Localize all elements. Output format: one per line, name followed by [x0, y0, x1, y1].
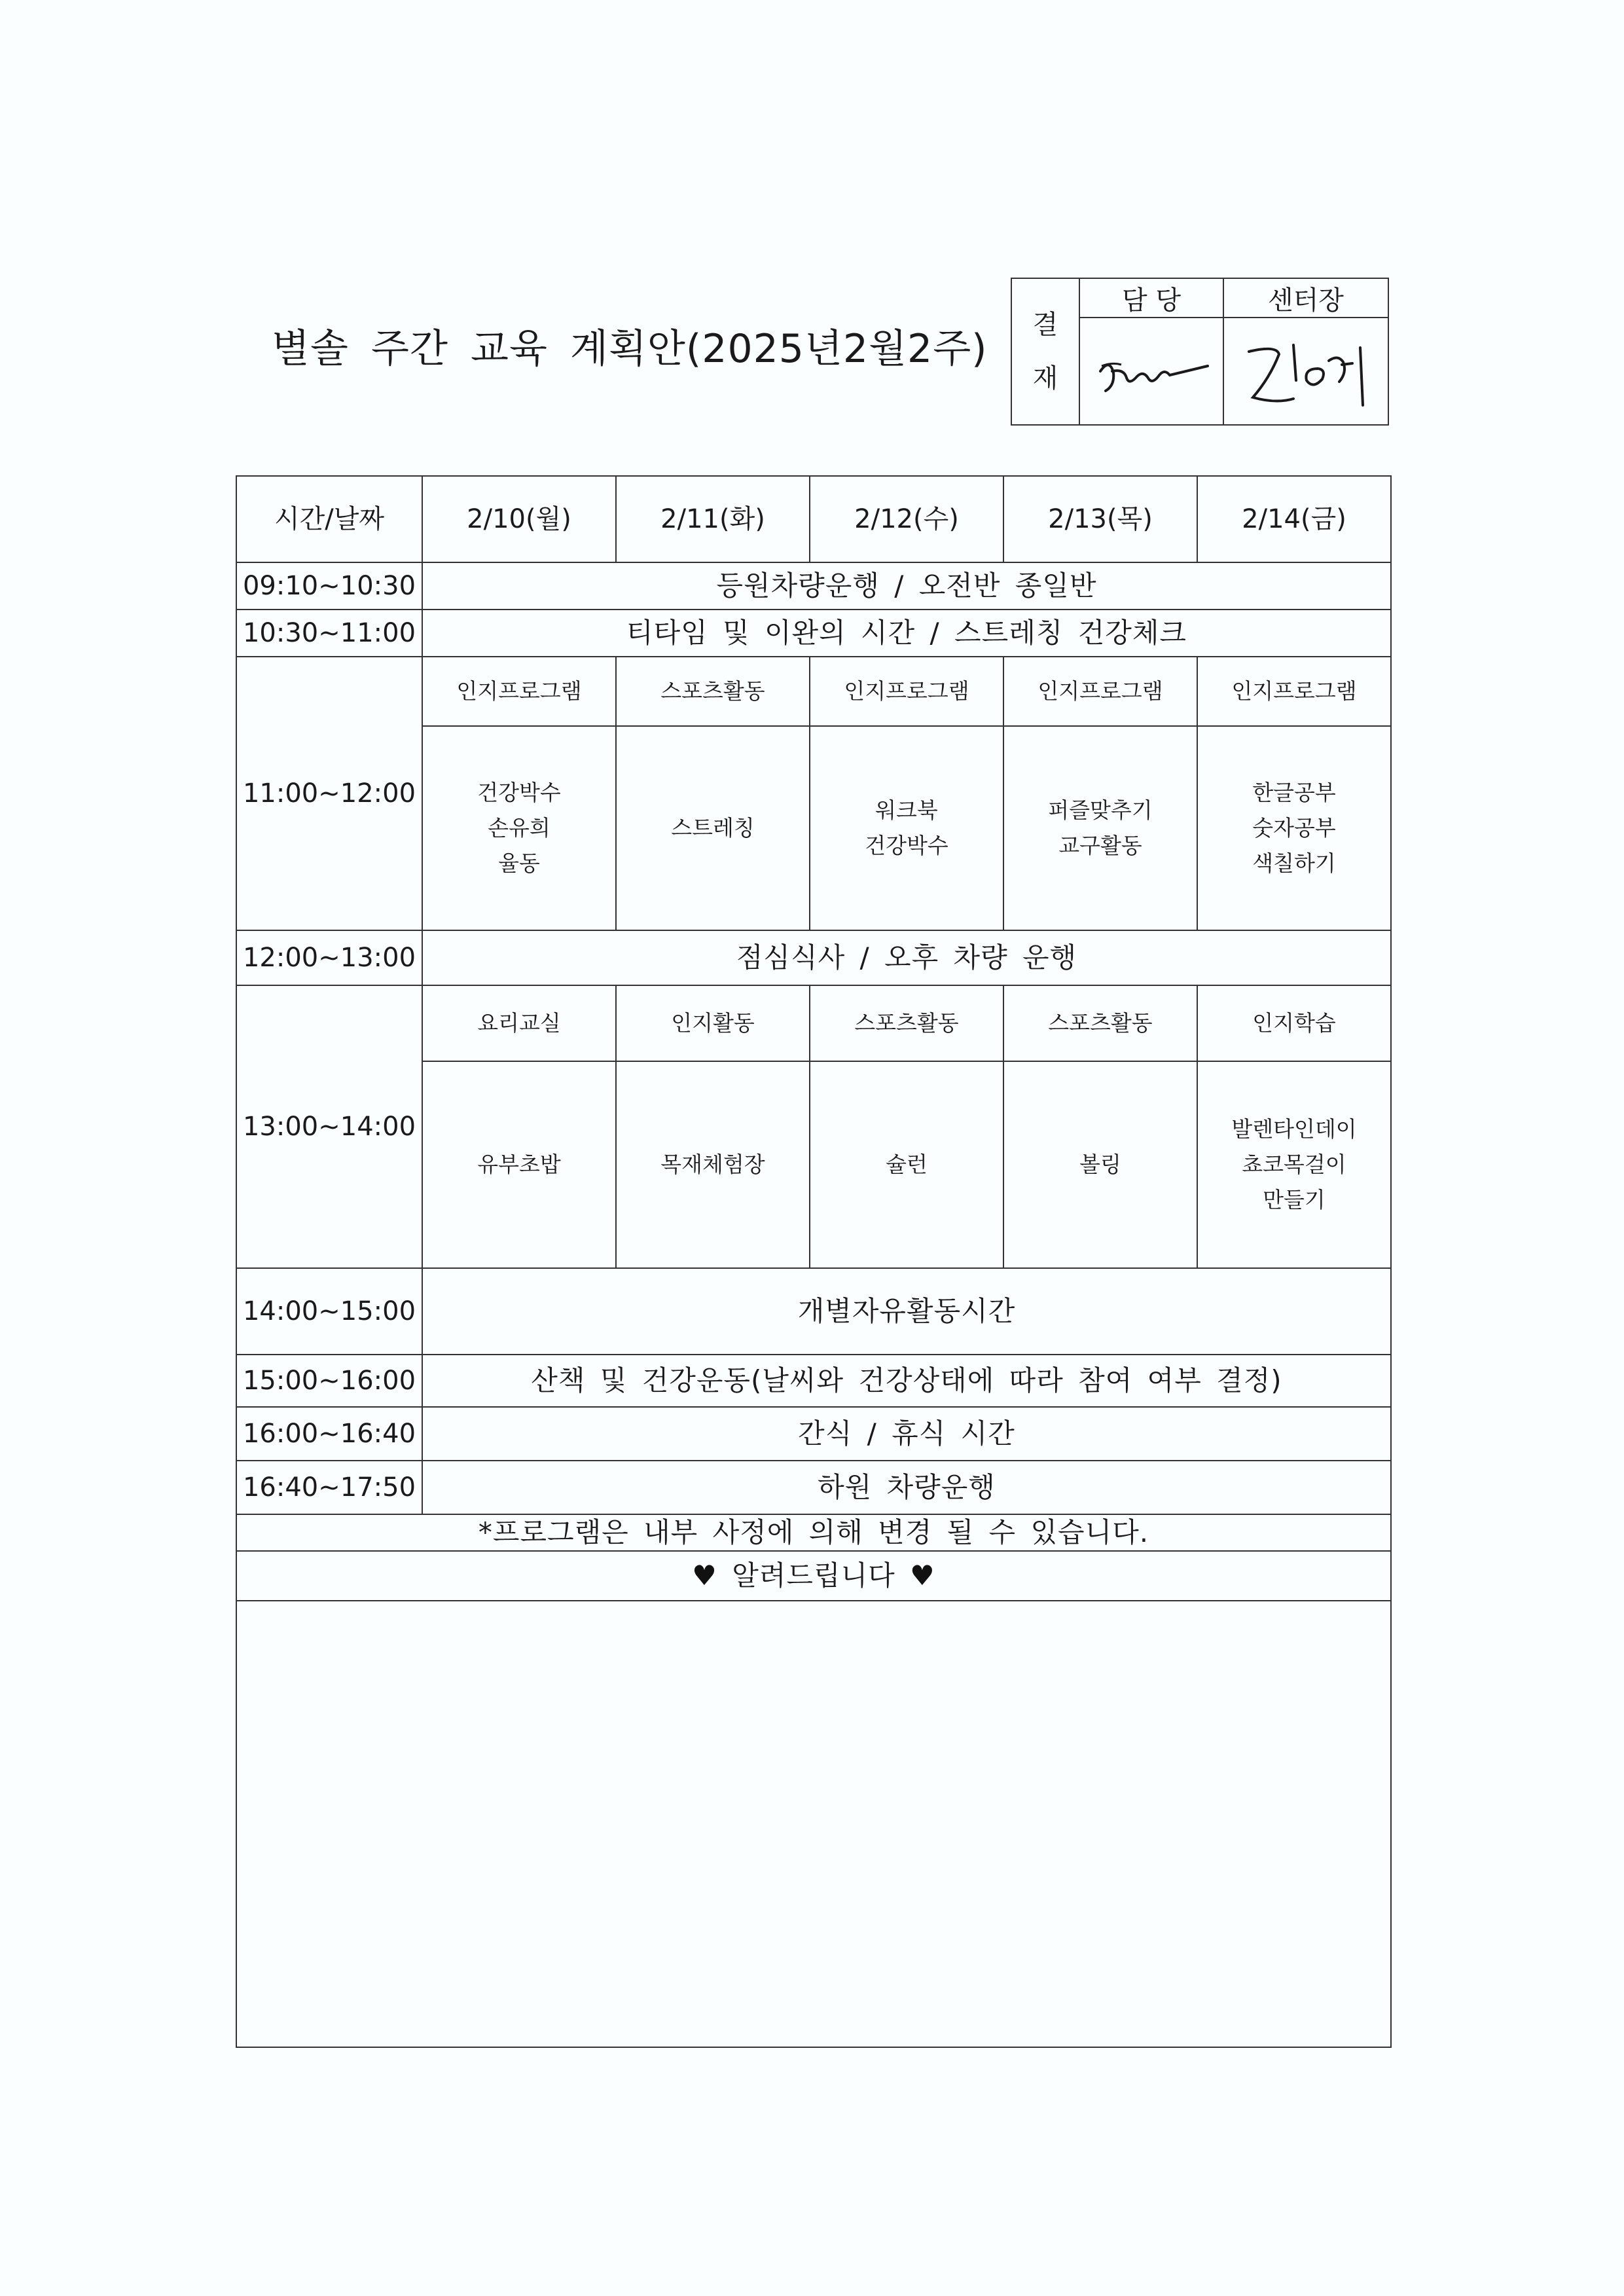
time-cell: 09:10~10:30: [236, 562, 422, 610]
schedule-span-cell: 간식 / 휴식 시간: [422, 1407, 1391, 1461]
manager-signature-image: [1086, 338, 1217, 404]
activity-line: 쵸코목걸이: [1242, 1152, 1346, 1177]
day-header-fri: 2/14(금): [1197, 476, 1391, 562]
table-row: [236, 1461, 1391, 1514]
activity-cell: [1003, 1061, 1197, 1268]
time-cell: 13:00~14:00: [236, 985, 422, 1268]
notice-body-row: [236, 1601, 1391, 2047]
change-notice: *프로그램은 내부 사정에 의해 변경 될 수 있습니다.: [236, 1514, 1391, 1551]
category-cell: 인지학습: [1197, 985, 1391, 1061]
activity-line: 워크북: [875, 797, 938, 823]
activity-line: 교구활동: [1058, 833, 1142, 858]
table-row: [236, 610, 1391, 657]
schedule-span-cell: 티타임 및 이완의 시간 / 스트레칭 건강체크: [422, 610, 1391, 657]
notice-title: 알려드립니다: [732, 1559, 895, 1592]
director-signature-image: [1231, 325, 1381, 417]
table-row: [236, 1268, 1391, 1355]
activity-cell: [810, 726, 1003, 930]
director-signature: [1223, 318, 1388, 425]
day-header-tue: 2/11(화): [616, 476, 810, 562]
activity-line: 퍼즐맞추기: [1048, 797, 1153, 823]
activity-line: 숫자공부: [1252, 815, 1336, 841]
activity-cell: [616, 726, 810, 930]
category-cell: 인지프로그램: [1003, 657, 1197, 726]
time-cell: 14:00~15:00: [236, 1268, 422, 1355]
header-row: [236, 476, 1391, 562]
schedule-span-cell: 등원차량운행 / 오전반 종일반: [422, 562, 1391, 610]
category-cell: 인지프로그램: [810, 657, 1003, 726]
schedule-table: [236, 475, 1392, 2048]
approval-label-bottom: 재: [1032, 363, 1058, 393]
notice-header: [236, 1551, 1391, 1601]
schedule-span-cell: 산책 및 건강운동(날씨와 건강상태에 따라 참여 여부 결정): [422, 1355, 1391, 1407]
time-column-header: 시간/날짜: [236, 476, 422, 562]
day-header-wed: 2/12(수): [810, 476, 1003, 562]
heart-icon: ♥: [910, 1559, 935, 1592]
schedule-span-cell: 개별자유활동시간: [422, 1268, 1391, 1355]
day-header-mon: 2/10(월): [422, 476, 616, 562]
activity-line: 율동: [498, 850, 540, 876]
schedule-span-cell: 점심식사 / 오후 차량 운행: [422, 930, 1391, 985]
approval-label: [1011, 278, 1079, 425]
activity-cell: [1197, 1061, 1391, 1268]
activity-line: 건강박수: [865, 833, 948, 858]
table-row: [236, 1355, 1391, 1407]
day-header-thu: 2/13(목): [1003, 476, 1197, 562]
category-cell: 스포츠활동: [1003, 985, 1197, 1061]
approval-col-manager: 담 당: [1079, 278, 1223, 318]
page-title: 별솔 주간 교육 계획안(2025년2월2주): [272, 326, 988, 372]
time-cell: 10:30~11:00: [236, 610, 422, 657]
time-cell: 16:40~17:50: [236, 1461, 422, 1514]
category-cell: 인지프로그램: [1197, 657, 1391, 726]
activity-line: 발렌타인데이: [1231, 1116, 1357, 1142]
activity-cell: [422, 726, 616, 930]
category-cell: 스포츠활동: [810, 985, 1003, 1061]
approval-label-top: 결: [1032, 310, 1058, 340]
activity-cell: [422, 1061, 616, 1268]
time-cell: 16:00~16:40: [236, 1407, 422, 1461]
activity-cell: [616, 1061, 810, 1268]
manager-signature: [1079, 318, 1223, 425]
category-cell: 인지프로그램: [422, 657, 616, 726]
notice-header-row: [236, 1551, 1391, 1601]
table-row: [236, 657, 1391, 726]
table-row: [236, 1407, 1391, 1461]
note-row: [236, 1514, 1391, 1551]
table-row: [236, 930, 1391, 985]
activity-line: 손유희: [488, 815, 550, 841]
activity-line: 건강박수: [477, 780, 561, 805]
time-cell: 15:00~16:00: [236, 1355, 422, 1407]
time-cell: 12:00~13:00: [236, 930, 422, 985]
schedule-span-cell: 하원 차량운행: [422, 1461, 1391, 1514]
approval-col-director: 센터장: [1223, 278, 1388, 318]
time-cell: 11:00~12:00: [236, 657, 422, 930]
activity-line: 만들기: [1263, 1187, 1326, 1212]
activity-cell: [810, 1061, 1003, 1268]
approval-box: [1011, 278, 1389, 426]
category-cell: 인지활동: [616, 985, 810, 1061]
table-row: [236, 985, 1391, 1061]
table-row: [236, 562, 1391, 610]
activity-line: 볼링: [1079, 1152, 1121, 1177]
activity-line: 스트레칭: [671, 815, 755, 841]
category-cell: 스포츠활동: [616, 657, 810, 726]
heart-icon: ♥: [692, 1559, 717, 1592]
activity-line: 슐런: [886, 1152, 928, 1177]
activity-line: 유부초밥: [477, 1152, 561, 1177]
notice-body: [236, 1601, 1391, 2047]
activity-line: 목재체험장: [660, 1152, 765, 1177]
activity-cell: [1197, 726, 1391, 930]
category-cell: 요리교실: [422, 985, 616, 1061]
activity-cell: [1003, 726, 1197, 930]
activity-line: 한글공부: [1252, 780, 1336, 805]
activity-line: 색칠하기: [1252, 850, 1336, 876]
